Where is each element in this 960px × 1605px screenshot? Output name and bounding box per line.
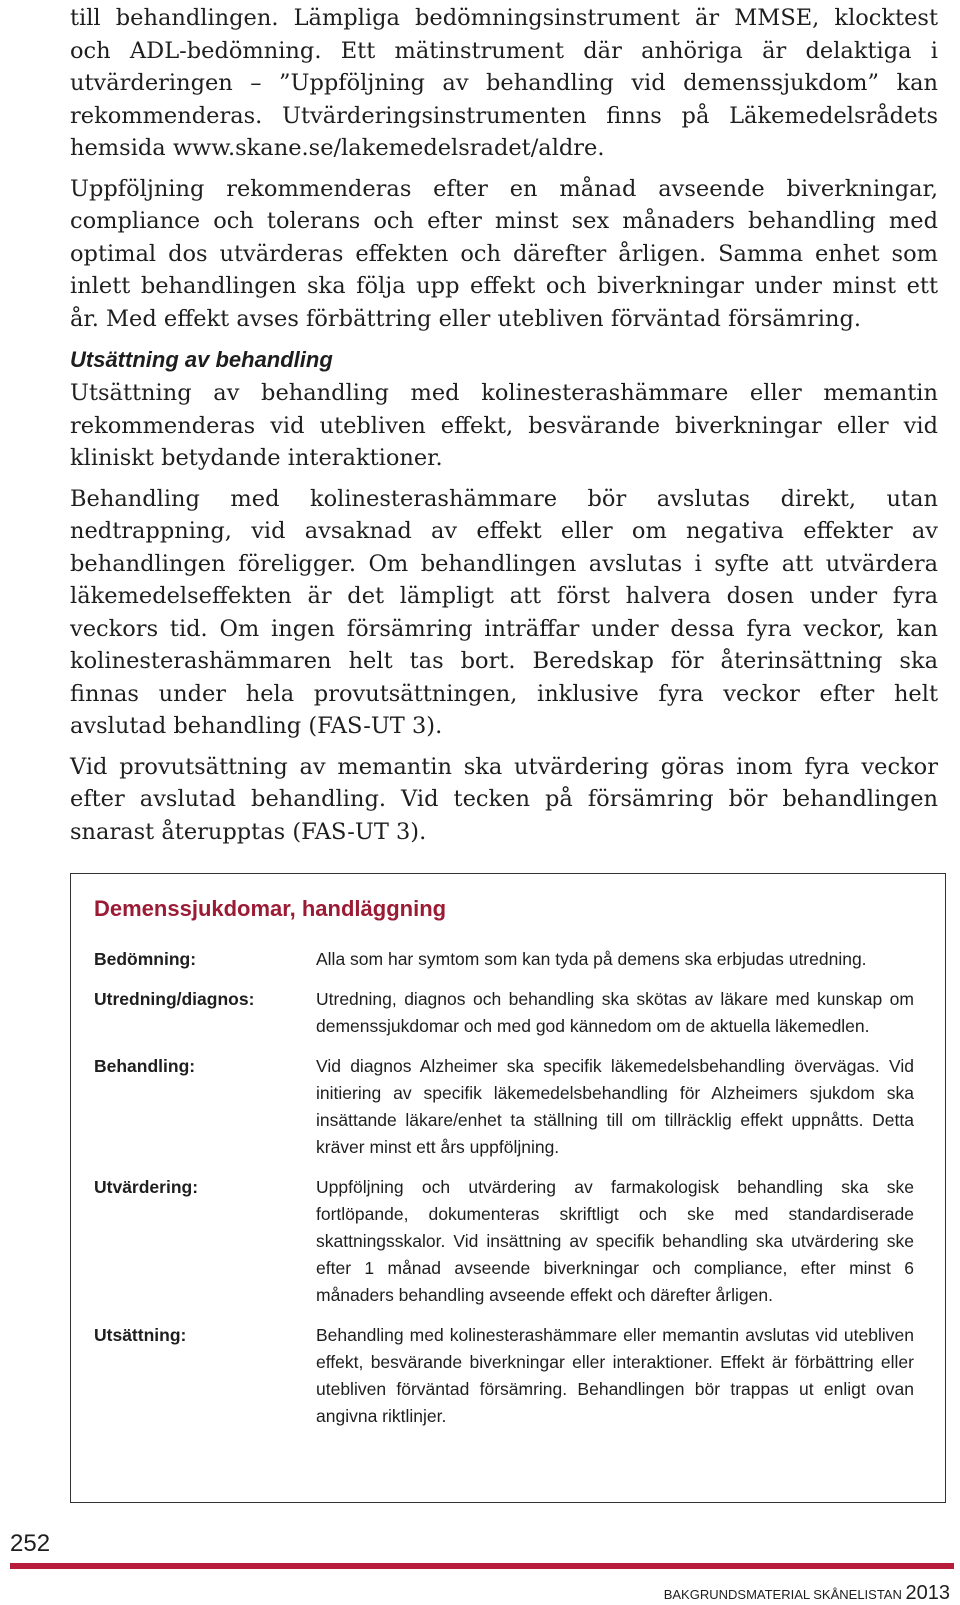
publication-year: 2013	[905, 1582, 950, 1604]
table-row	[94, 1322, 914, 1430]
paragraph: Uppföljning rekommenderas efter en månad avseende biverkningar, compliance och tolerans och efter minst sex månaders behandling med optimal dos utvärderas effekten och därefter årligen. Samma enhet som inlett behandlingen ska följa upp effekt och biverkningar under minst ett år. Med effekt avses förbättring eller utebliven förväntad försämring.	[70, 175, 938, 332]
row-text: Behandling med kolinesterashämmare eller memantin avslutas vid utebliven effekt, besvärande biverkningar eller interaktioner. Effekt är förbättring eller utebliven förväntad försämring. Behandlingen bör trappas ut enligt ovan angivna riktlinjer.	[316, 1325, 914, 1426]
row-label: Bedömning:	[94, 949, 197, 969]
paragraph: till behandlingen. Lämpliga bedömningsinstrument är MMSE, klocktest och ADL-bedömning. Ett mätinstrument där anhöriga är delaktiga i utvärderingen – ”Uppföljning av behandling vid demenssjukdom” kan rekommenderas. Utvärderingsinstrumenten finns på Läkemedelsrådets hemsida www.skane.se/lakemedelsradet/aldre.	[70, 5, 938, 161]
row-label: Utvärdering:	[94, 1177, 199, 1197]
publication-name: BAKGRUNDSMATERIAL SKÅNELISTAN	[663, 1587, 902, 1602]
row-text: Vid diagnos Alzheimer ska specifik läkemedelsbehandling övervägas. Vid initiering av specifik läkemedelsbehandling för Alzheimers sjukdom ska insättande läkare/enhet ta ställning till om tillräcklig effekt uppnåtts. Detta kräver minst ett års uppföljning.	[316, 1056, 914, 1157]
box-title: Demenssjukdomar, handläggning	[94, 896, 447, 921]
footer-publication	[664, 1582, 950, 1605]
row-label: Utredning/diagnos:	[94, 989, 255, 1009]
table-row	[94, 1053, 914, 1161]
row-text: Utredning, diagnos och behandling ska skötas av läkare med kunskap om demenssjukdomar och med god kännedom om de aktuella läkemedlen.	[316, 989, 914, 1036]
paragraph: Utsättning av behandling med kolinesterashämmare eller memantin rekommenderas vid utebliven effekt, besvärande biverkningar eller vid kliniskt betydande interaktioner.	[70, 380, 938, 471]
row-label: Utsättning:	[94, 1325, 187, 1345]
row-text: Uppföljning och utvärdering av farmakologisk behandling ska ske fortlöpande, dokumenteras skriftligt och ske med standardiserade skattningsskalor. Vid insättning av specifik behandling ska utvärdering ske efter 1 månad avseende biverkningar och compliance, efter minst 6 månaders behandling avseende effekt och därefter årligen.	[316, 1177, 914, 1305]
page-number: 252	[10, 1530, 51, 1557]
row-text: Alla som har symtom som kan tyda på demens ska erbjudas utredning.	[316, 949, 867, 969]
main-text	[70, 2, 938, 856]
footer-rule	[10, 1563, 954, 1569]
row-label: Behandling:	[94, 1056, 196, 1076]
summary-table	[94, 946, 914, 1443]
paragraph: Vid provutsättning av memantin ska utvärdering göras inom fyra veckor efter avslutad behandling. Vid tecken på försämring bör behandlingen snarast återupptas (FAS-UT 3).	[70, 753, 938, 845]
table-row	[94, 986, 914, 1040]
paragraph: Behandling med kolinesterashämmare bör avslutas direkt, utan nedtrappning, vid avsaknad av effekt eller om negativa effekter av behandlingen föreligger. Om behandlingen avslutas i syfte att utvärdera läkemedelseffekten är det lämpligt att först halvera dosen under fyra veckors tid. Om ingen försämring inträffar under dessa fyra veckor, kan kolinesterashämmaren helt tas bort. Beredskap för återinsättning ska finnas under hela provutsättningen, inklusive fyra veckor efter helt avslutad behandling (FAS-UT 3).	[70, 485, 938, 739]
summary-box	[70, 873, 946, 1503]
section-heading: Utsättning av behandling	[70, 347, 333, 372]
table-row	[94, 1174, 914, 1309]
table-row	[94, 946, 914, 973]
